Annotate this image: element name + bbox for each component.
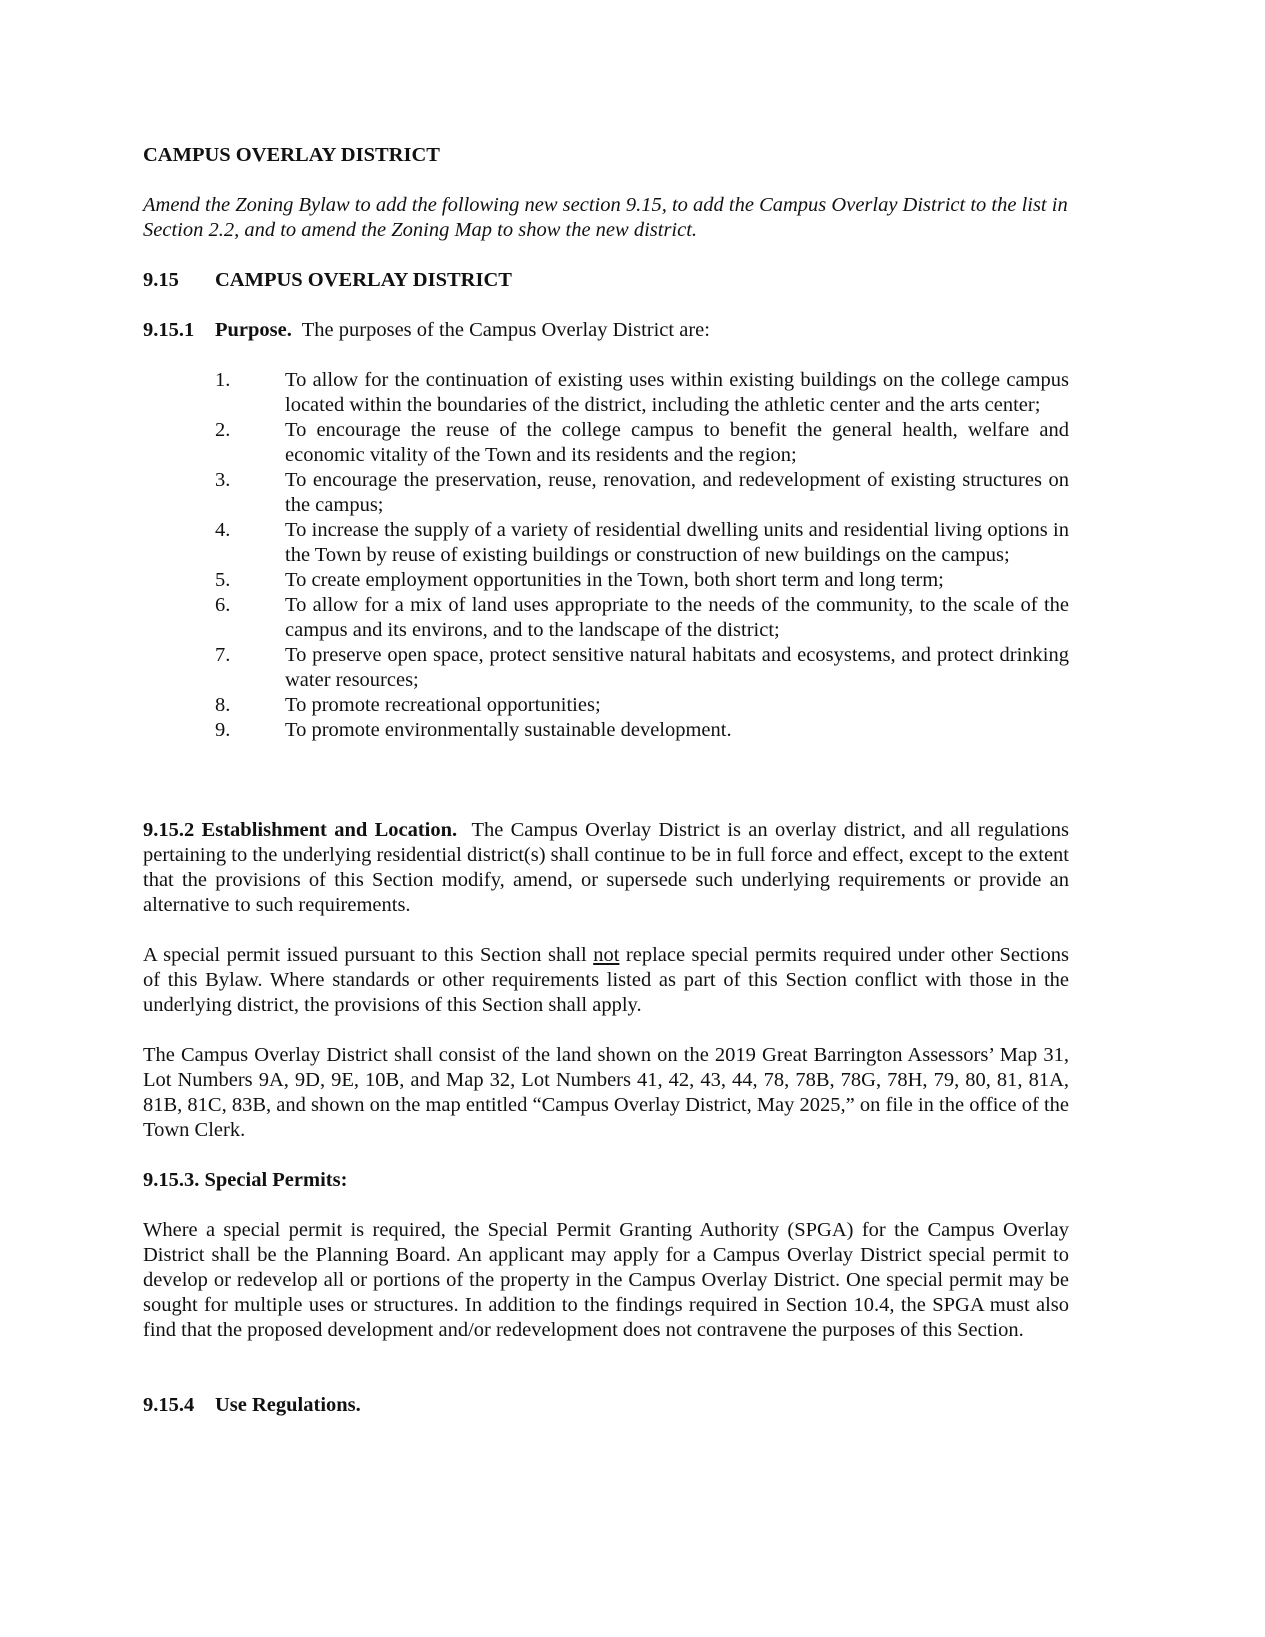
purpose-item: [143, 593, 1069, 643]
item-text: To promote recreational opportunities;: [285, 694, 601, 716]
item-number: 6.: [215, 594, 231, 616]
use-regulations-number: 9.15.4: [143, 1394, 195, 1416]
item-text: To create employment opportunities in the Town, both short term and long term;: [285, 569, 944, 591]
use-regulations-label: Use Regulations.: [215, 1394, 361, 1416]
special-permits-heading: 9.15.3. Special Permits:: [143, 1169, 348, 1191]
establishment-text: The Campus Overlay District is an overlay district, and all regulations pertaining to the underlying residential district(s) shall continue to be in full force and effect, except to the extent that the provisions of this Section modify, amend, or supersede such underlying requirements or provide an alternative to such requirements.: [143, 819, 1069, 916]
purpose-list: [143, 368, 1069, 743]
item-text: To encourage the reuse of the college campus to benefit the general health, welfare and economic vitality of the Town and its residents and the region;: [285, 419, 1069, 466]
district-lands-paragraph: The Campus Overlay District shall consist of the land shown on the 2019 Great Barrington Assessors’ Map 31, Lot Numbers 9A, 9D, 9E, 10B, and Map 32, Lot Numbers 41, 42, 43, 44, 78, 78B, 78G, 78H, 79, 80, 81, 81A, 81B, 81C, 83B, and shown on the map entitled “Campus Overlay District, May 2025,” on file in the office of the Town Clerk.: [143, 1044, 1069, 1141]
item-text: To allow for a mix of land uses appropriate to the needs of the community, to the scale of the campus and its environs, and to the landscape of the district;: [285, 594, 1069, 641]
purpose-item: [143, 568, 1069, 593]
section-number: 9.15: [143, 269, 179, 291]
special-permits-text: Where a special permit is required, the Special Permit Granting Authority (SPGA) for the Campus Overlay District shall be the Planning Board. An applicant may apply for a Campus Overlay District special permit to develop or redevelop all or portions of the property in the Campus Overlay District. One special permit may be sought for multiple uses or structures. In addition to the findings required in Section 10.4, the SPGA must also find that the proposed development and/or redevelopment does not contravene the purposes of this Section.: [143, 1219, 1069, 1341]
p2-before: A special permit issued pursuant to this Section shall: [143, 944, 587, 966]
item-number: 1.: [215, 369, 231, 391]
use-regulations-heading: [143, 1393, 1069, 1418]
section-title: CAMPUS OVERLAY DISTRICT: [215, 269, 512, 291]
special-permit-paragraph: [143, 943, 1069, 1018]
item-text: To increase the supply of a variety of residential dwelling units and residential living options in the Town by reuse of existing buildings or construction of new buildings on the campus;: [285, 519, 1069, 566]
establishment-paragraph: [143, 818, 1069, 918]
amendment-intro: Amend the Zoning Bylaw to add the following new section 9.15, to add the Campus Overlay District to the list in Section 2.2, and to amend the Zoning Map to show the new district.: [143, 194, 1068, 241]
purpose-heading: [143, 318, 1069, 343]
item-text: To promote environmentally sustainable development.: [285, 719, 732, 741]
purpose-text: The purposes of the Campus Overlay District are:: [301, 319, 710, 341]
p2-emphasis: not: [593, 944, 620, 966]
purpose-item: [143, 418, 1069, 468]
item-number: 2.: [215, 419, 231, 441]
item-text: To encourage the preservation, reuse, renovation, and redevelopment of existing structures on the campus;: [285, 469, 1069, 516]
section-heading: [143, 268, 1069, 293]
document-title: CAMPUS OVERLAY DISTRICT: [143, 144, 440, 166]
establishment-heading: 9.15.2 Establishment and Location.: [143, 819, 458, 841]
purpose-item: [143, 518, 1069, 568]
item-text: To preserve open space, protect sensitive natural habitats and ecosystems, and protect drinking water resources;: [285, 644, 1069, 691]
item-number: 4.: [215, 519, 231, 541]
item-number: 5.: [215, 569, 231, 591]
purpose-item: [143, 693, 1069, 718]
item-text: To allow for the continuation of existing uses within existing buildings on the college campus located within the boundaries of the district, including the athletic center and the arts center;: [285, 369, 1069, 416]
item-number: 9.: [215, 719, 231, 741]
p2-after: replace special permits required under other Sections of this Bylaw. Where standards or other requirements listed as part of this Section conflict with those in the underlying district, the provisions of this Section shall apply.: [143, 944, 1069, 1016]
item-number: 8.: [215, 694, 231, 716]
purpose-item: [143, 643, 1069, 693]
purpose-item: [143, 468, 1069, 518]
item-number: 7.: [215, 644, 231, 666]
purpose-item: [143, 368, 1069, 418]
purpose-number: 9.15.1: [143, 319, 195, 341]
purpose-label: Purpose.: [215, 319, 292, 341]
purpose-item: [143, 718, 1069, 743]
item-number: 3.: [215, 469, 231, 491]
